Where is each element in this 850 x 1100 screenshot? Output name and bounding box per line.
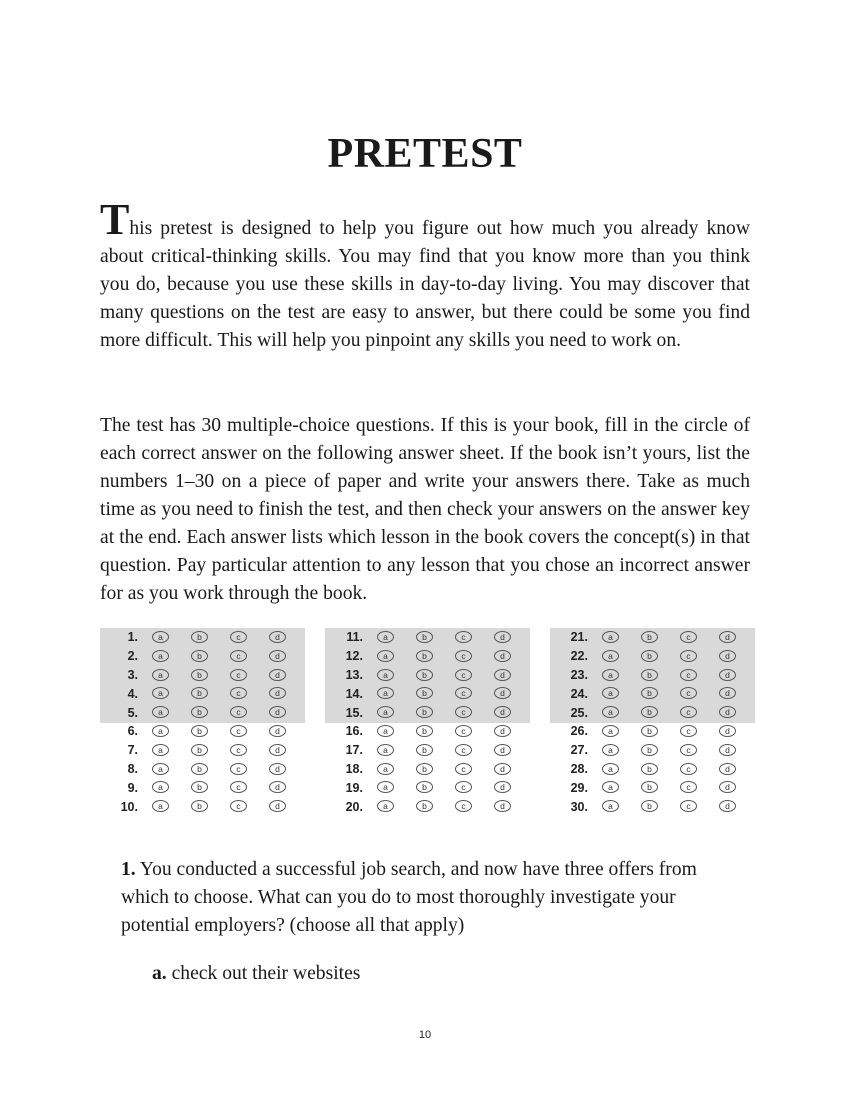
answer-number: 14. — [345, 686, 363, 701]
answer-sheet-column — [325, 628, 530, 816]
answer-number: 21. — [570, 630, 588, 645]
answer-sheet-column — [550, 628, 755, 816]
answer-bubble-c[interactable]: c — [680, 781, 697, 793]
answer-bubble-c[interactable]: c — [455, 650, 472, 662]
answer-number: 20. — [345, 799, 363, 814]
answer-number: 5. — [127, 705, 138, 720]
answer-bubble-b[interactable]: b — [191, 781, 208, 793]
answer-bubble-a[interactable]: a — [152, 800, 169, 812]
answer-bubble-c[interactable]: c — [680, 706, 697, 718]
answer-bubble-c[interactable]: c — [680, 687, 697, 699]
answer-number: 22. — [570, 649, 588, 664]
answer-bubble-c[interactable]: c — [680, 631, 697, 643]
answer-bubble-b[interactable]: b — [191, 800, 208, 812]
answer-bubble-c[interactable]: c — [680, 744, 697, 756]
answer-bubble-a[interactable]: a — [377, 706, 394, 718]
answer-bubble-c[interactable]: c — [680, 669, 697, 681]
answer-bubble-a[interactable]: a — [377, 669, 394, 681]
answer-bubble-c[interactable]: c — [230, 800, 247, 812]
answer-number: 9. — [127, 780, 138, 795]
answer-bubble-c[interactable]: c — [680, 800, 697, 812]
intro-paragraph-1-text: his pretest is designed to help you figure out how much you already know about critical-thinking skills. You may find that you know more than you think you do, because you use these skills in day-to-day living. You may discover that many questions on the test are easy to answer, but there could be some you find more difficult. This will help you pinpoint any skills you need to work on. — [100, 218, 750, 351]
answer-bubble-c[interactable]: c — [230, 706, 247, 718]
answer-number: 25. — [570, 705, 588, 720]
answer-row — [550, 628, 755, 647]
answer-bubble-a[interactable]: a — [602, 631, 619, 643]
answer-bubble-b[interactable]: b — [416, 725, 433, 737]
answer-bubble-d[interactable]: d — [269, 650, 286, 662]
answer-bubble-d[interactable]: d — [494, 706, 511, 718]
answer-row — [325, 741, 530, 760]
answer-bubble-c[interactable]: c — [230, 763, 247, 775]
answer-bubble-d[interactable]: d — [719, 725, 736, 737]
answer-bubble-b[interactable]: b — [191, 669, 208, 681]
answer-row — [100, 760, 305, 779]
answer-bubble-a[interactable]: a — [152, 763, 169, 775]
answer-row — [325, 760, 530, 779]
option-text: check out their websites — [171, 963, 361, 984]
answer-row — [325, 703, 530, 722]
answer-row — [325, 666, 530, 685]
answer-bubble-d[interactable]: d — [269, 687, 286, 699]
answer-bubble-a[interactable]: a — [377, 631, 394, 643]
answer-row — [100, 722, 305, 741]
answer-bubble-a[interactable]: a — [602, 650, 619, 662]
answer-bubble-d[interactable]: d — [719, 781, 736, 793]
answer-bubble-c[interactable]: c — [230, 744, 247, 756]
question-number: 1. — [121, 859, 136, 880]
answer-row — [550, 703, 755, 722]
answer-row — [550, 797, 755, 816]
answer-bubble-d[interactable]: d — [719, 744, 736, 756]
answer-bubble-b[interactable]: b — [641, 669, 658, 681]
answer-bubble-b[interactable]: b — [641, 781, 658, 793]
answer-bubble-a[interactable]: a — [152, 650, 169, 662]
answer-bubble-d[interactable]: d — [269, 669, 286, 681]
answer-bubble-a[interactable]: a — [602, 800, 619, 812]
answer-row — [325, 647, 530, 666]
answer-bubble-b[interactable]: b — [641, 631, 658, 643]
answer-number: 15. — [345, 705, 363, 720]
answer-number: 1. — [127, 630, 138, 645]
answer-bubble-a[interactable]: a — [377, 687, 394, 699]
question-1-option-a — [152, 960, 360, 988]
answer-bubble-c[interactable]: c — [455, 744, 472, 756]
answer-bubble-a[interactable]: a — [602, 725, 619, 737]
answer-number: 29. — [570, 780, 588, 795]
answer-row — [550, 647, 755, 666]
answer-bubble-d[interactable]: d — [494, 631, 511, 643]
answer-bubble-b[interactable]: b — [191, 631, 208, 643]
answer-bubble-c[interactable]: c — [455, 763, 472, 775]
answer-bubble-a[interactable]: a — [602, 763, 619, 775]
answer-bubble-b[interactable]: b — [416, 687, 433, 699]
answer-number: 24. — [570, 686, 588, 701]
answer-row — [325, 778, 530, 797]
answer-number: 3. — [127, 667, 138, 682]
answer-bubble-c[interactable]: c — [455, 631, 472, 643]
answer-row — [550, 722, 755, 741]
answer-number: 6. — [127, 724, 138, 739]
answer-bubble-d[interactable]: d — [269, 744, 286, 756]
answer-bubble-c[interactable]: c — [455, 725, 472, 737]
answer-bubble-b[interactable]: b — [416, 763, 433, 775]
answer-row — [100, 797, 305, 816]
answer-bubble-b[interactable]: b — [416, 800, 433, 812]
answer-bubble-b[interactable]: b — [416, 744, 433, 756]
answer-bubble-b[interactable]: b — [191, 763, 208, 775]
answer-bubble-c[interactable]: c — [455, 669, 472, 681]
answer-bubble-d[interactable]: d — [494, 725, 511, 737]
answer-row — [100, 666, 305, 685]
answer-bubble-c[interactable]: c — [230, 631, 247, 643]
answer-row — [550, 760, 755, 779]
question-1 — [121, 856, 741, 940]
answer-bubble-d[interactable]: d — [719, 800, 736, 812]
answer-row — [100, 778, 305, 797]
answer-number: 27. — [570, 743, 588, 758]
answer-bubble-a[interactable]: a — [377, 650, 394, 662]
answer-bubble-c[interactable]: c — [230, 725, 247, 737]
answer-bubble-d[interactable]: d — [269, 800, 286, 812]
answer-bubble-c[interactable]: c — [455, 706, 472, 718]
answer-bubble-d[interactable]: d — [269, 631, 286, 643]
answer-bubble-a[interactable]: a — [377, 744, 394, 756]
answer-bubble-a[interactable]: a — [152, 725, 169, 737]
answer-bubble-a[interactable]: a — [602, 706, 619, 718]
answer-bubble-c[interactable]: c — [230, 781, 247, 793]
answer-bubble-d[interactable]: d — [719, 687, 736, 699]
answer-bubble-b[interactable]: b — [416, 781, 433, 793]
answer-bubble-d[interactable]: d — [269, 781, 286, 793]
answer-number: 26. — [570, 724, 588, 739]
intro-paragraph-1 — [100, 195, 750, 355]
answer-bubble-d[interactable]: d — [494, 744, 511, 756]
answer-row — [325, 797, 530, 816]
answer-bubble-b[interactable]: b — [191, 706, 208, 718]
answer-bubble-d[interactable]: d — [494, 781, 511, 793]
answer-number: 8. — [127, 761, 138, 776]
answer-bubble-a[interactable]: a — [602, 687, 619, 699]
answer-row — [550, 684, 755, 703]
answer-bubble-b[interactable]: b — [416, 631, 433, 643]
answer-number: 28. — [570, 761, 588, 776]
page-title: PRETEST — [327, 131, 523, 177]
page-number: 10 — [418, 1029, 432, 1041]
answer-bubble-c[interactable]: c — [680, 725, 697, 737]
answer-bubble-c[interactable]: c — [455, 800, 472, 812]
answer-row — [550, 778, 755, 797]
answer-number: 4. — [127, 686, 138, 701]
answer-bubble-d[interactable]: d — [494, 687, 511, 699]
answer-bubble-b[interactable]: b — [641, 763, 658, 775]
answer-bubble-b[interactable]: b — [191, 650, 208, 662]
answer-bubble-d[interactable]: d — [269, 706, 286, 718]
answer-number: 2. — [127, 649, 138, 664]
answer-bubble-b[interactable]: b — [641, 800, 658, 812]
answer-row — [550, 741, 755, 760]
answer-number: 17. — [345, 743, 363, 758]
answer-bubble-a[interactable]: a — [377, 781, 394, 793]
answer-bubble-a[interactable]: a — [152, 781, 169, 793]
answer-bubble-d[interactable]: d — [494, 650, 511, 662]
answer-bubble-a[interactable]: a — [377, 800, 394, 812]
answer-bubble-a[interactable]: a — [602, 781, 619, 793]
answer-bubble-d[interactable]: d — [719, 706, 736, 718]
answer-bubble-a[interactable]: a — [152, 669, 169, 681]
question-text: You conducted a successful job search, and now have three offers from which to choose. What can you do to most thoroughly investigate your potential employers? (choose all that apply) — [121, 859, 697, 936]
answer-bubble-d[interactable]: d — [719, 669, 736, 681]
answer-row — [550, 666, 755, 685]
answer-row — [100, 703, 305, 722]
answer-bubble-d[interactable]: d — [719, 763, 736, 775]
answer-row — [100, 741, 305, 760]
answer-number: 10. — [120, 799, 138, 814]
answer-bubble-a[interactable]: a — [152, 687, 169, 699]
answer-row — [325, 628, 530, 647]
intro-paragraph-2: The test has 30 multiple-choice questions. If this is your book, fill in the circle of each correct answer on the following answer sheet. If the book isn’t yours, list the numbers 1–30 on a piece of paper and write your answers there. Take as much time as you need to finish the test, and then check your answers on the answer key at the end. Each answer lists which lesson in the book covers the concept(s) in that question. Pay particular attention to any lesson that you chose an incorrect answer for as you work through the book. — [100, 415, 750, 604]
answer-bubble-a[interactable]: a — [152, 744, 169, 756]
answer-number: 12. — [345, 649, 363, 664]
answer-bubble-d[interactable]: d — [494, 669, 511, 681]
answer-number: 7. — [127, 743, 138, 758]
answer-bubble-b[interactable]: b — [641, 687, 658, 699]
answer-bubble-a[interactable]: a — [377, 763, 394, 775]
answer-bubble-c[interactable]: c — [680, 763, 697, 775]
answer-row — [325, 684, 530, 703]
answer-number: 13. — [345, 667, 363, 682]
answer-bubble-c[interactable]: c — [455, 781, 472, 793]
answer-bubble-a[interactable]: a — [602, 669, 619, 681]
answer-bubble-b[interactable]: b — [416, 706, 433, 718]
answer-number: 16. — [345, 724, 363, 739]
answer-bubble-b[interactable]: b — [191, 744, 208, 756]
answer-bubble-c[interactable]: c — [230, 669, 247, 681]
answer-bubble-c[interactable]: c — [230, 650, 247, 662]
answer-bubble-b[interactable]: b — [416, 669, 433, 681]
drop-cap: T — [100, 195, 130, 244]
answer-bubble-c[interactable]: c — [230, 687, 247, 699]
answer-bubble-b[interactable]: b — [191, 725, 208, 737]
answer-bubble-c[interactable]: c — [455, 687, 472, 699]
answer-bubble-a[interactable]: a — [152, 706, 169, 718]
answer-bubble-c[interactable]: c — [680, 650, 697, 662]
answer-bubble-b[interactable]: b — [641, 744, 658, 756]
answer-sheet-column — [100, 628, 305, 816]
answer-bubble-b[interactable]: b — [641, 650, 658, 662]
answer-bubble-a[interactable]: a — [602, 744, 619, 756]
answer-number: 30. — [570, 799, 588, 814]
answer-bubble-d[interactable]: d — [269, 763, 286, 775]
answer-bubble-b[interactable]: b — [641, 725, 658, 737]
answer-number: 23. — [570, 667, 588, 682]
answer-row — [100, 628, 305, 647]
answer-bubble-d[interactable]: d — [269, 725, 286, 737]
answer-row — [325, 722, 530, 741]
answer-bubble-d[interactable]: d — [719, 631, 736, 643]
answer-bubble-a[interactable]: a — [152, 631, 169, 643]
answer-bubble-b[interactable]: b — [641, 706, 658, 718]
answer-bubble-a[interactable]: a — [377, 725, 394, 737]
answer-number: 18. — [345, 761, 363, 776]
answer-bubble-d[interactable]: d — [719, 650, 736, 662]
option-letter: a. — [152, 963, 167, 984]
answer-number: 19. — [345, 780, 363, 795]
answer-row — [100, 684, 305, 703]
answer-row — [100, 647, 305, 666]
answer-bubble-b[interactable]: b — [416, 650, 433, 662]
answer-bubble-d[interactable]: d — [494, 763, 511, 775]
answer-bubble-d[interactable]: d — [494, 800, 511, 812]
answer-number: 11. — [346, 630, 363, 645]
answer-bubble-b[interactable]: b — [191, 687, 208, 699]
